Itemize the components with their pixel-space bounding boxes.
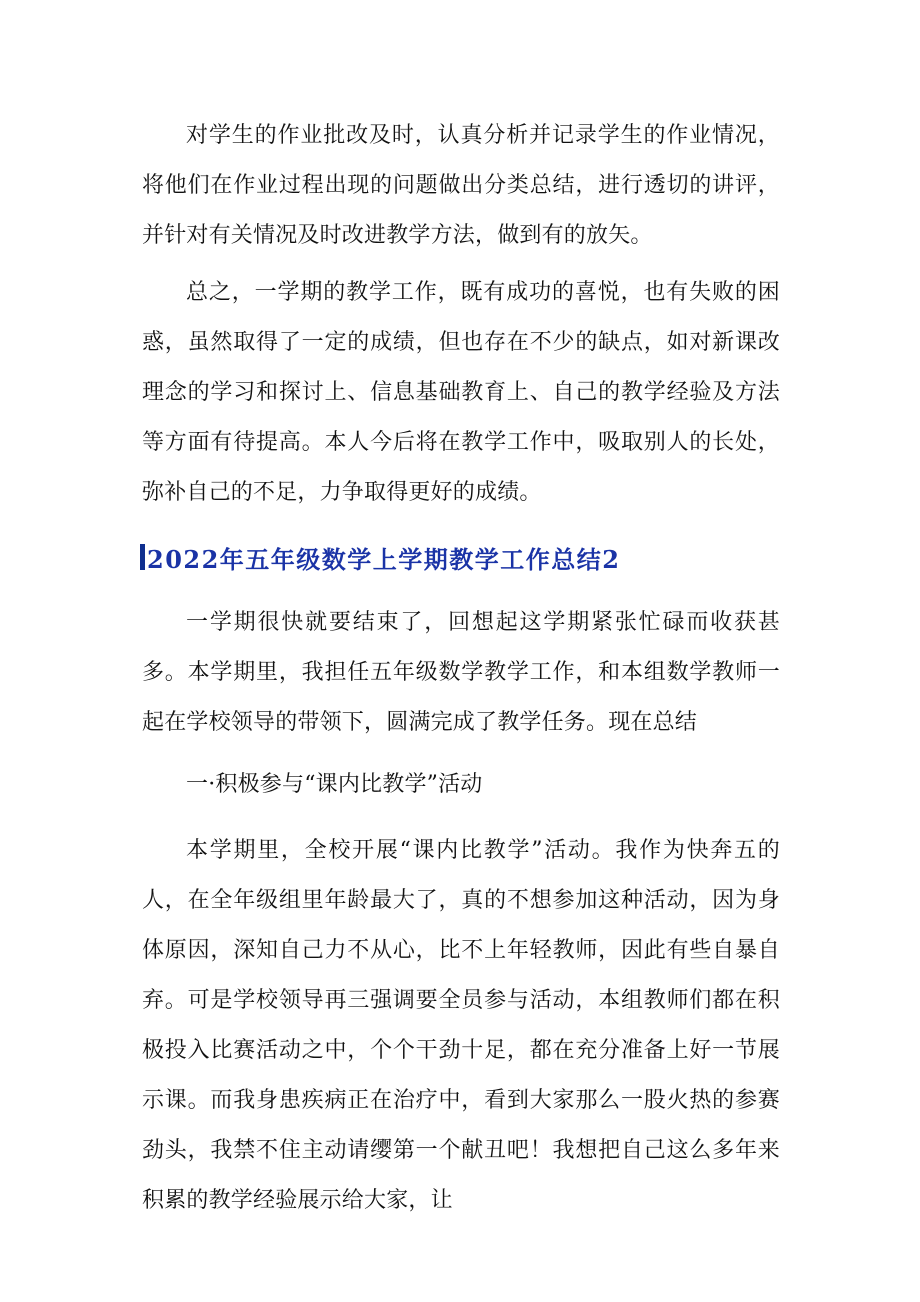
- heading-marker-bar: [140, 544, 145, 570]
- paragraph-intro: 一学期很快就要结束了，回想起这学期紧张忙碌而收获甚多。本学期里，我担任五年级数学教学工作，和本组数学教师一起在学校领导的带领下，圆满完成了教学任务。现在总结: [142, 610, 780, 735]
- section-heading-text: 2022年五年级数学上学期教学工作总结2: [147, 544, 621, 574]
- paragraph-summary: 总之，一学期的教学工作，既有成功的喜悦，也有失败的困惑，虽然取得了一定的成绩，但也存在不少的缺点，如对新课改理念的学习和探讨上、信息基础教育上、自己的教学经验及方法等方面有待提高。本人今后将在教学工作中，吸取别人的长处，弥补自己的不足，力争取得更好的成绩。: [142, 280, 780, 505]
- section-heading: [140, 535, 800, 579]
- paragraph-activity-body: 本学期里，全校开展“课内比教学”活动。我作为快奔五的人，在全年级组里年龄最大了，真的不想参加这种活动，因为身体原因，深知自己力不从心，比不上年轻教师，因此有些自暴自弃。可是学校领导再三强调要全员参与活动，本组教师们都在积极投入比赛活动之中，个个干劲十足，都在充分准备上好一节展示课。而我身患疾病正在治疗中，看到大家那么一股火热的参赛劲头，我禁不住主动请缨第一个献丑吧！我想把自己这么多年来积累的教学经验展示给大家，让: [142, 838, 780, 1213]
- paragraph-homework-grading: 对学生的作业批改及时，认真分析并记录学生的作业情况，将他们在作业过程出现的问题做出分类总结，进行透切的讲评，并针对有关情况及时改进教学方法，做到有的放矢。: [142, 123, 780, 248]
- subheading-activity: 一·积极参与“课内比教学”活动: [186, 772, 483, 797]
